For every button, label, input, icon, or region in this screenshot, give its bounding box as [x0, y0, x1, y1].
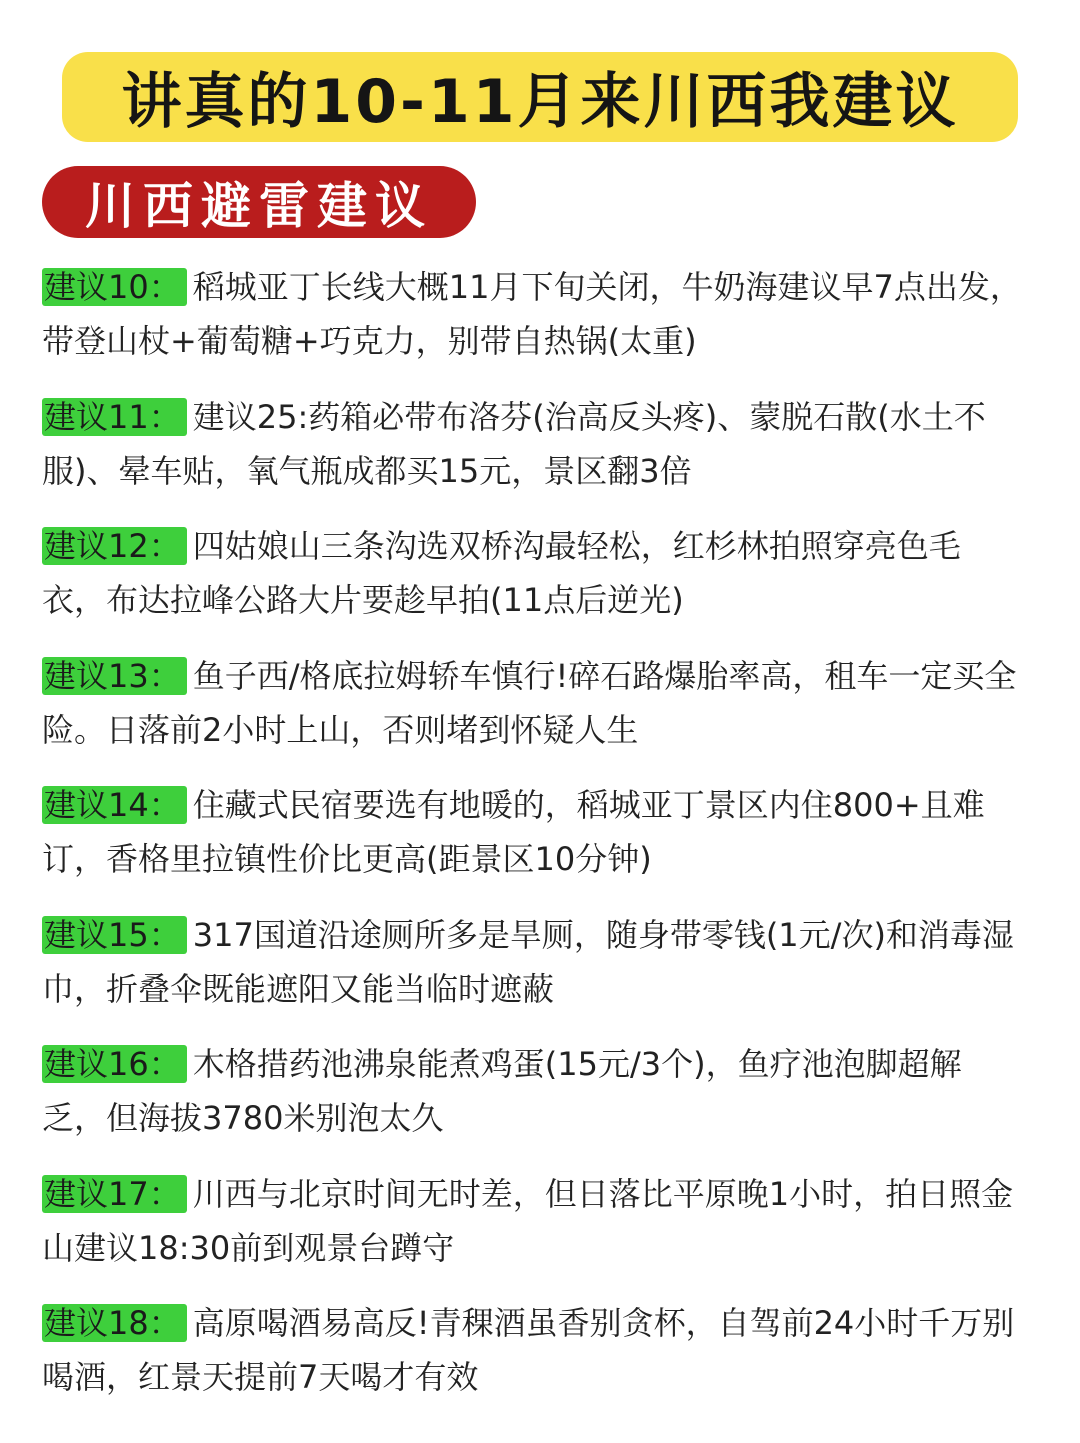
tip-label: 建议17： — [42, 1175, 187, 1213]
tip-item — [42, 1037, 1022, 1145]
page-title: 讲真的10-11月来川西我建议 — [121, 67, 959, 137]
tip-label: 建议16： — [42, 1045, 187, 1083]
tip-label: 建议10： — [42, 268, 187, 306]
tip-item — [42, 390, 1022, 498]
section-header — [42, 166, 476, 238]
tip-label: 建议18： — [42, 1304, 187, 1342]
title-banner — [62, 52, 1018, 142]
tip-item — [42, 778, 1022, 886]
tip-text: 住藏式民宿要选有地暖的，稻城亚丁景区内住800+且难订，香格里拉镇性价比更高(距景区10分钟) — [42, 786, 985, 878]
section-title: 川西避雷建议 — [85, 177, 433, 235]
tip-text: 建议25:药箱必带布洛芬(治高反头疼)、蒙脱石散(水土不服)、晕车贴，氧气瓶成都买15元，景区翻3倍 — [42, 397, 986, 490]
tip-text: 木格措药池沸泉能煮鸡蛋(15元/3个)，鱼疗池泡脚超解乏，但海拔3780米别泡太久 — [42, 1045, 962, 1137]
tip-item — [42, 1167, 1022, 1275]
tip-item — [42, 260, 1022, 368]
tip-item — [42, 649, 1022, 757]
tip-text: 川西与北京时间无时差，但日落比平原晚1小时，拍日照金山建议18:30前到观景台蹲守 — [42, 1174, 1014, 1267]
tip-label: 建议11： — [42, 398, 187, 436]
tips-list — [42, 260, 1022, 1426]
tip-item — [42, 1296, 1022, 1404]
tip-item — [42, 519, 1022, 627]
tip-label: 建议15： — [42, 916, 187, 954]
tip-text: 四姑娘山三条沟选双桥沟最轻松，红杉林拍照穿亮色毛衣，布达拉峰公路大片要趁早拍(11点后逆光) — [42, 527, 961, 619]
tip-label: 建议12： — [42, 527, 187, 565]
tip-label: 建议13： — [42, 657, 187, 695]
tip-item — [42, 908, 1022, 1016]
tip-text: 高原喝酒易高反!青稞酒虽香别贪杯，自驾前24小时千万别喝酒，红景天提前7天喝才有效 — [42, 1304, 1015, 1396]
tip-label: 建议14： — [42, 786, 187, 824]
tip-text: 317国道沿途厕所多是旱厕，随身带零钱(1元/次)和消毒湿巾，折叠伞既能遮阳又能当临时遮蔽 — [42, 915, 1014, 1008]
tip-text: 稻城亚丁长线大概11月下旬关闭，牛奶海建议早7点出发，带登山杖+葡萄糖+巧克力，别带自热锅(太重) — [42, 268, 1022, 360]
tip-text: 鱼子西/格底拉姆轿车慎行!碎石路爆胎率高，租车一定买全险。日落前2小时上山，否则堵到怀疑人生 — [42, 656, 1017, 749]
